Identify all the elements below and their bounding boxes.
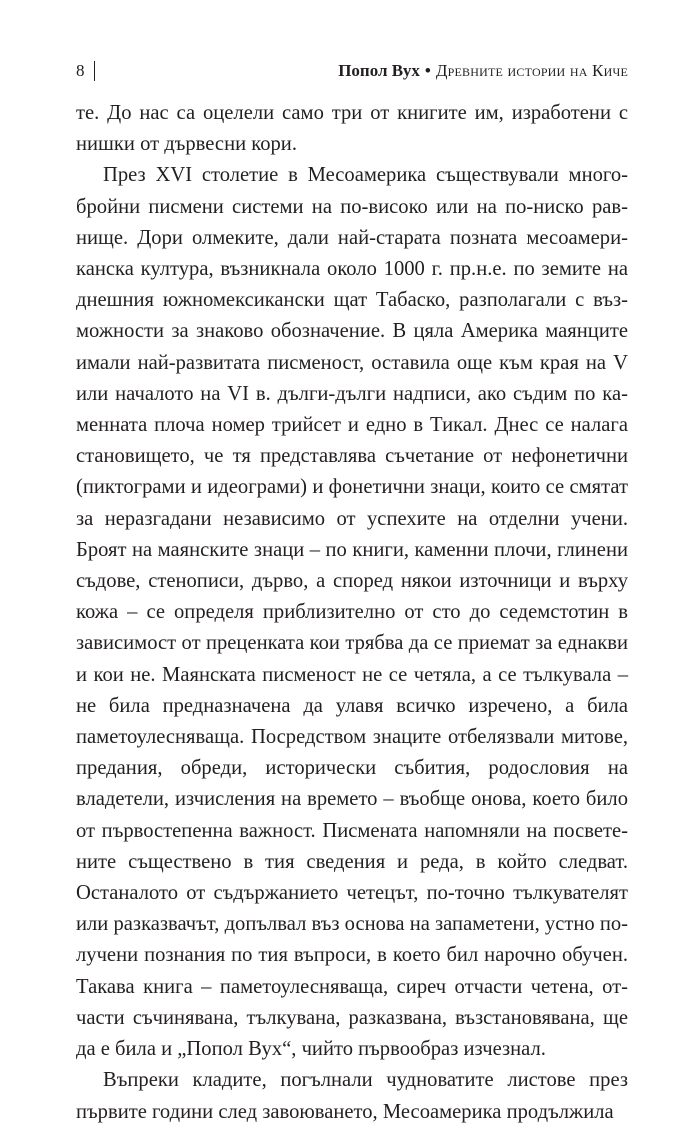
header-author: Попол Вух — [338, 61, 420, 80]
header-title — [338, 58, 628, 84]
body-text — [76, 98, 628, 1128]
header-divider — [94, 61, 95, 81]
header-separator: • — [424, 61, 431, 80]
paragraph-last: Въпреки кладите, погълнали чудноватите листове през първите години след завоюването, Месоамерика продължила — [76, 1069, 628, 1123]
header-work-title: Древните истории на Киче — [435, 61, 628, 80]
running-head — [76, 58, 628, 84]
page-number: 8 — [76, 61, 85, 80]
paragraph-main: През XVI столетие в Месоамерика съществували многобройни писмени системи на по-високо или на по-ниско равнище. Дори олмеките, дали най-старата позната месоамериканска култура, възникнала около 1000 г. пр.н.е. по земите на днешния южномексикански щат Табаско, разполагали с възможности за знаково обозначение. В цяла Америка маянците имали най-развитата писменост, оставила още към края на V или началото на VI в. дълги-дълги надписи, ако съдим по каменната плоча номер трийсет и едно в Тикал. Днес се налага становището, че тя представлява съчетание от нефонетични (пиктограми и идеограми) и фонетични знаци, които се смятат за неразгадани независимо от успехите на отделни учени. Броят на маянските знаци – по книги, каменни плочи, глинени съдове, стенописи, дърво, а според някои източници и върху кожа – се определя приблизително от сто до седемстотин в зависимост от преценката кои трябва да се приемат за еднакви и кои не. Маянската писменост не се четяла, а се тълкувала – не била предназначена да улавя всичко изречено, а била паметоулесняваща. Посредством знаците отбелязвали митове, предания, обреди, исторически събития, родословия на владетели, изчисления на времето – въобще онова, което било от първостепенна важност. Писмената напомняли на посветените съществено в тия сведения и реда, в който следват. Останалото от съдържанието четецът, по-точно тълкувателят или разказвачът, допълвал въз основа на запаметени, устно получени познания по тия въпроси, в което бил нарочно обучен. Такава книга – паметоулесняваща, сиреч отчасти четена, отчасти съчинявана, тълкувана, разказвана, възстановявана, ще да е била и „Попол Вух“, чийто първообраз изчезнал. — [76, 164, 628, 1061]
paragraph-continuation: те. До нас са оцелели само три от книгите им, изработени с нишки от дървесни кори. — [76, 102, 628, 156]
